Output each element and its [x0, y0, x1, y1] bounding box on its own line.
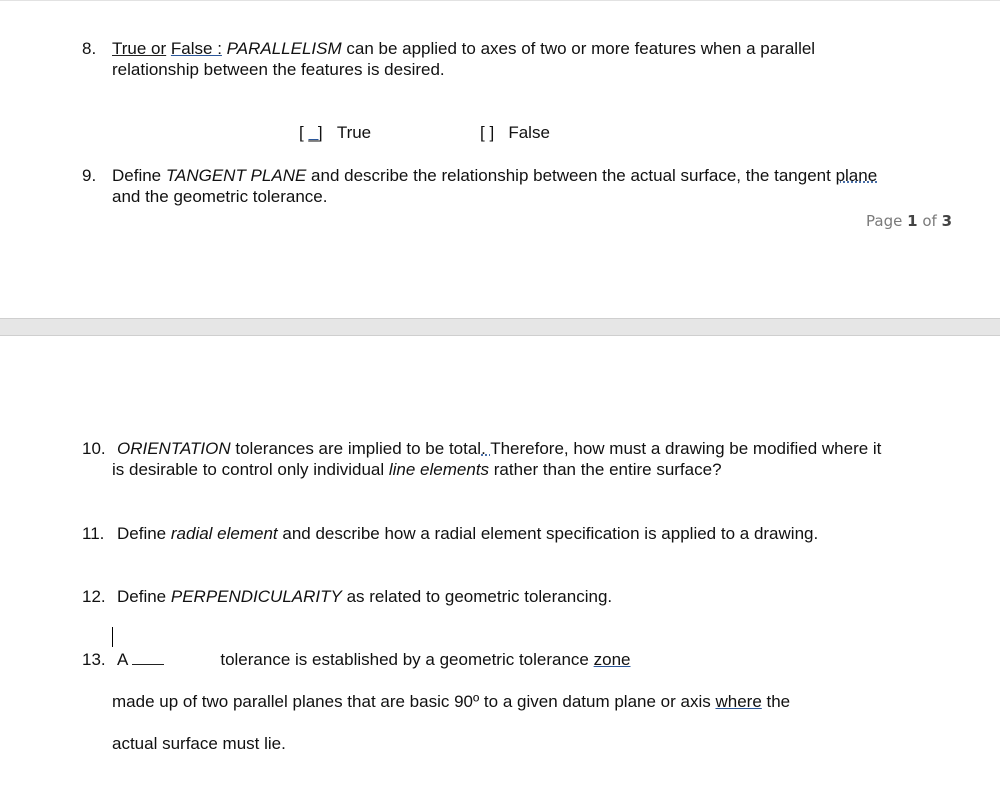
question-10: [82, 438, 962, 480]
question-text: tolerance is established by a geometric tolerance: [220, 650, 594, 669]
question-number: 10.: [82, 439, 106, 458]
text-cursor: [112, 627, 113, 647]
question-text-cont: and the geometric tolerance.: [112, 187, 328, 206]
page-number-footer: [866, 212, 952, 230]
question-text: Define: [117, 587, 171, 606]
question-13: [82, 649, 962, 670]
document-page-2: [0, 336, 1000, 787]
question-text: actual surface must lie.: [112, 734, 286, 753]
choice-label: True: [336, 123, 372, 142]
question-12: [82, 586, 962, 607]
word-zone: zone: [593, 650, 631, 669]
question-text: tolerances are implied to be total: [230, 439, 482, 458]
question-13-line-2: [112, 691, 790, 712]
bracket: [: [299, 123, 309, 142]
question-text: rather than the entire surface?: [489, 460, 722, 479]
term-line-elements: line elements: [388, 460, 490, 479]
question-9: [82, 165, 962, 207]
term-tangent-plane: TANGENT PLANE: [165, 166, 307, 185]
question-number: 9.: [82, 166, 97, 185]
footer-of-word: of: [917, 212, 942, 230]
footer-current-page: 1: [907, 212, 918, 230]
choice-false[interactable]: [480, 123, 550, 143]
true-or-text: True or: [112, 39, 167, 58]
page-break-gap: [0, 318, 1000, 336]
choice-true[interactable]: [299, 123, 371, 143]
answer-blank[interactable]: [132, 650, 164, 665]
question-text: and describe the relationship between the actual surface, the tangent: [306, 166, 836, 185]
term-radial-element: radial element: [170, 524, 278, 543]
term-orientation: ORIENTATION: [117, 439, 231, 458]
question-number: 8.: [82, 39, 97, 58]
document-page-1: [0, 0, 1000, 319]
question-text: the: [761, 692, 791, 711]
question-number: 11.: [82, 524, 105, 543]
word-where: where: [715, 692, 762, 711]
question-number: 13.: [82, 650, 106, 669]
bracket: [ ]: [480, 123, 495, 142]
question-text: made up of two parallel planes that are basic 90º to a given datum plane or axis: [112, 692, 716, 711]
question-text: Therefore, how must a drawing be modified where it: [490, 439, 882, 458]
question-13-line-3: [112, 733, 286, 754]
footer-page-word: Page: [866, 212, 908, 230]
checkbox-mark: _]: [308, 123, 323, 142]
question-text: as related to geometric tolerancing.: [341, 587, 613, 606]
word-plane: plane: [835, 166, 878, 185]
question-8: [82, 38, 962, 80]
term-perpendicularity: PERPENDICULARITY: [170, 587, 342, 606]
question-number: 12.: [82, 587, 106, 606]
choice-label: False: [508, 123, 550, 142]
footer-total-pages: 3: [941, 212, 952, 230]
question-text: Define: [112, 166, 166, 185]
question-11: [82, 523, 962, 544]
question-text: Define: [117, 524, 171, 543]
question-text-cont: relationship between the features is desired.: [112, 60, 445, 79]
question-text: A: [117, 650, 129, 669]
question-text: and describe how a radial element specification is applied to a drawing.: [277, 524, 819, 543]
question-text-cont: is desirable to control only individual: [112, 460, 389, 479]
false-text: False :: [170, 39, 222, 58]
question-text: can be applied to axes of two or more features when a parallel: [341, 39, 816, 58]
grammar-mark: .: [481, 439, 491, 458]
term-parallelism: PARALLELISM: [226, 39, 342, 58]
